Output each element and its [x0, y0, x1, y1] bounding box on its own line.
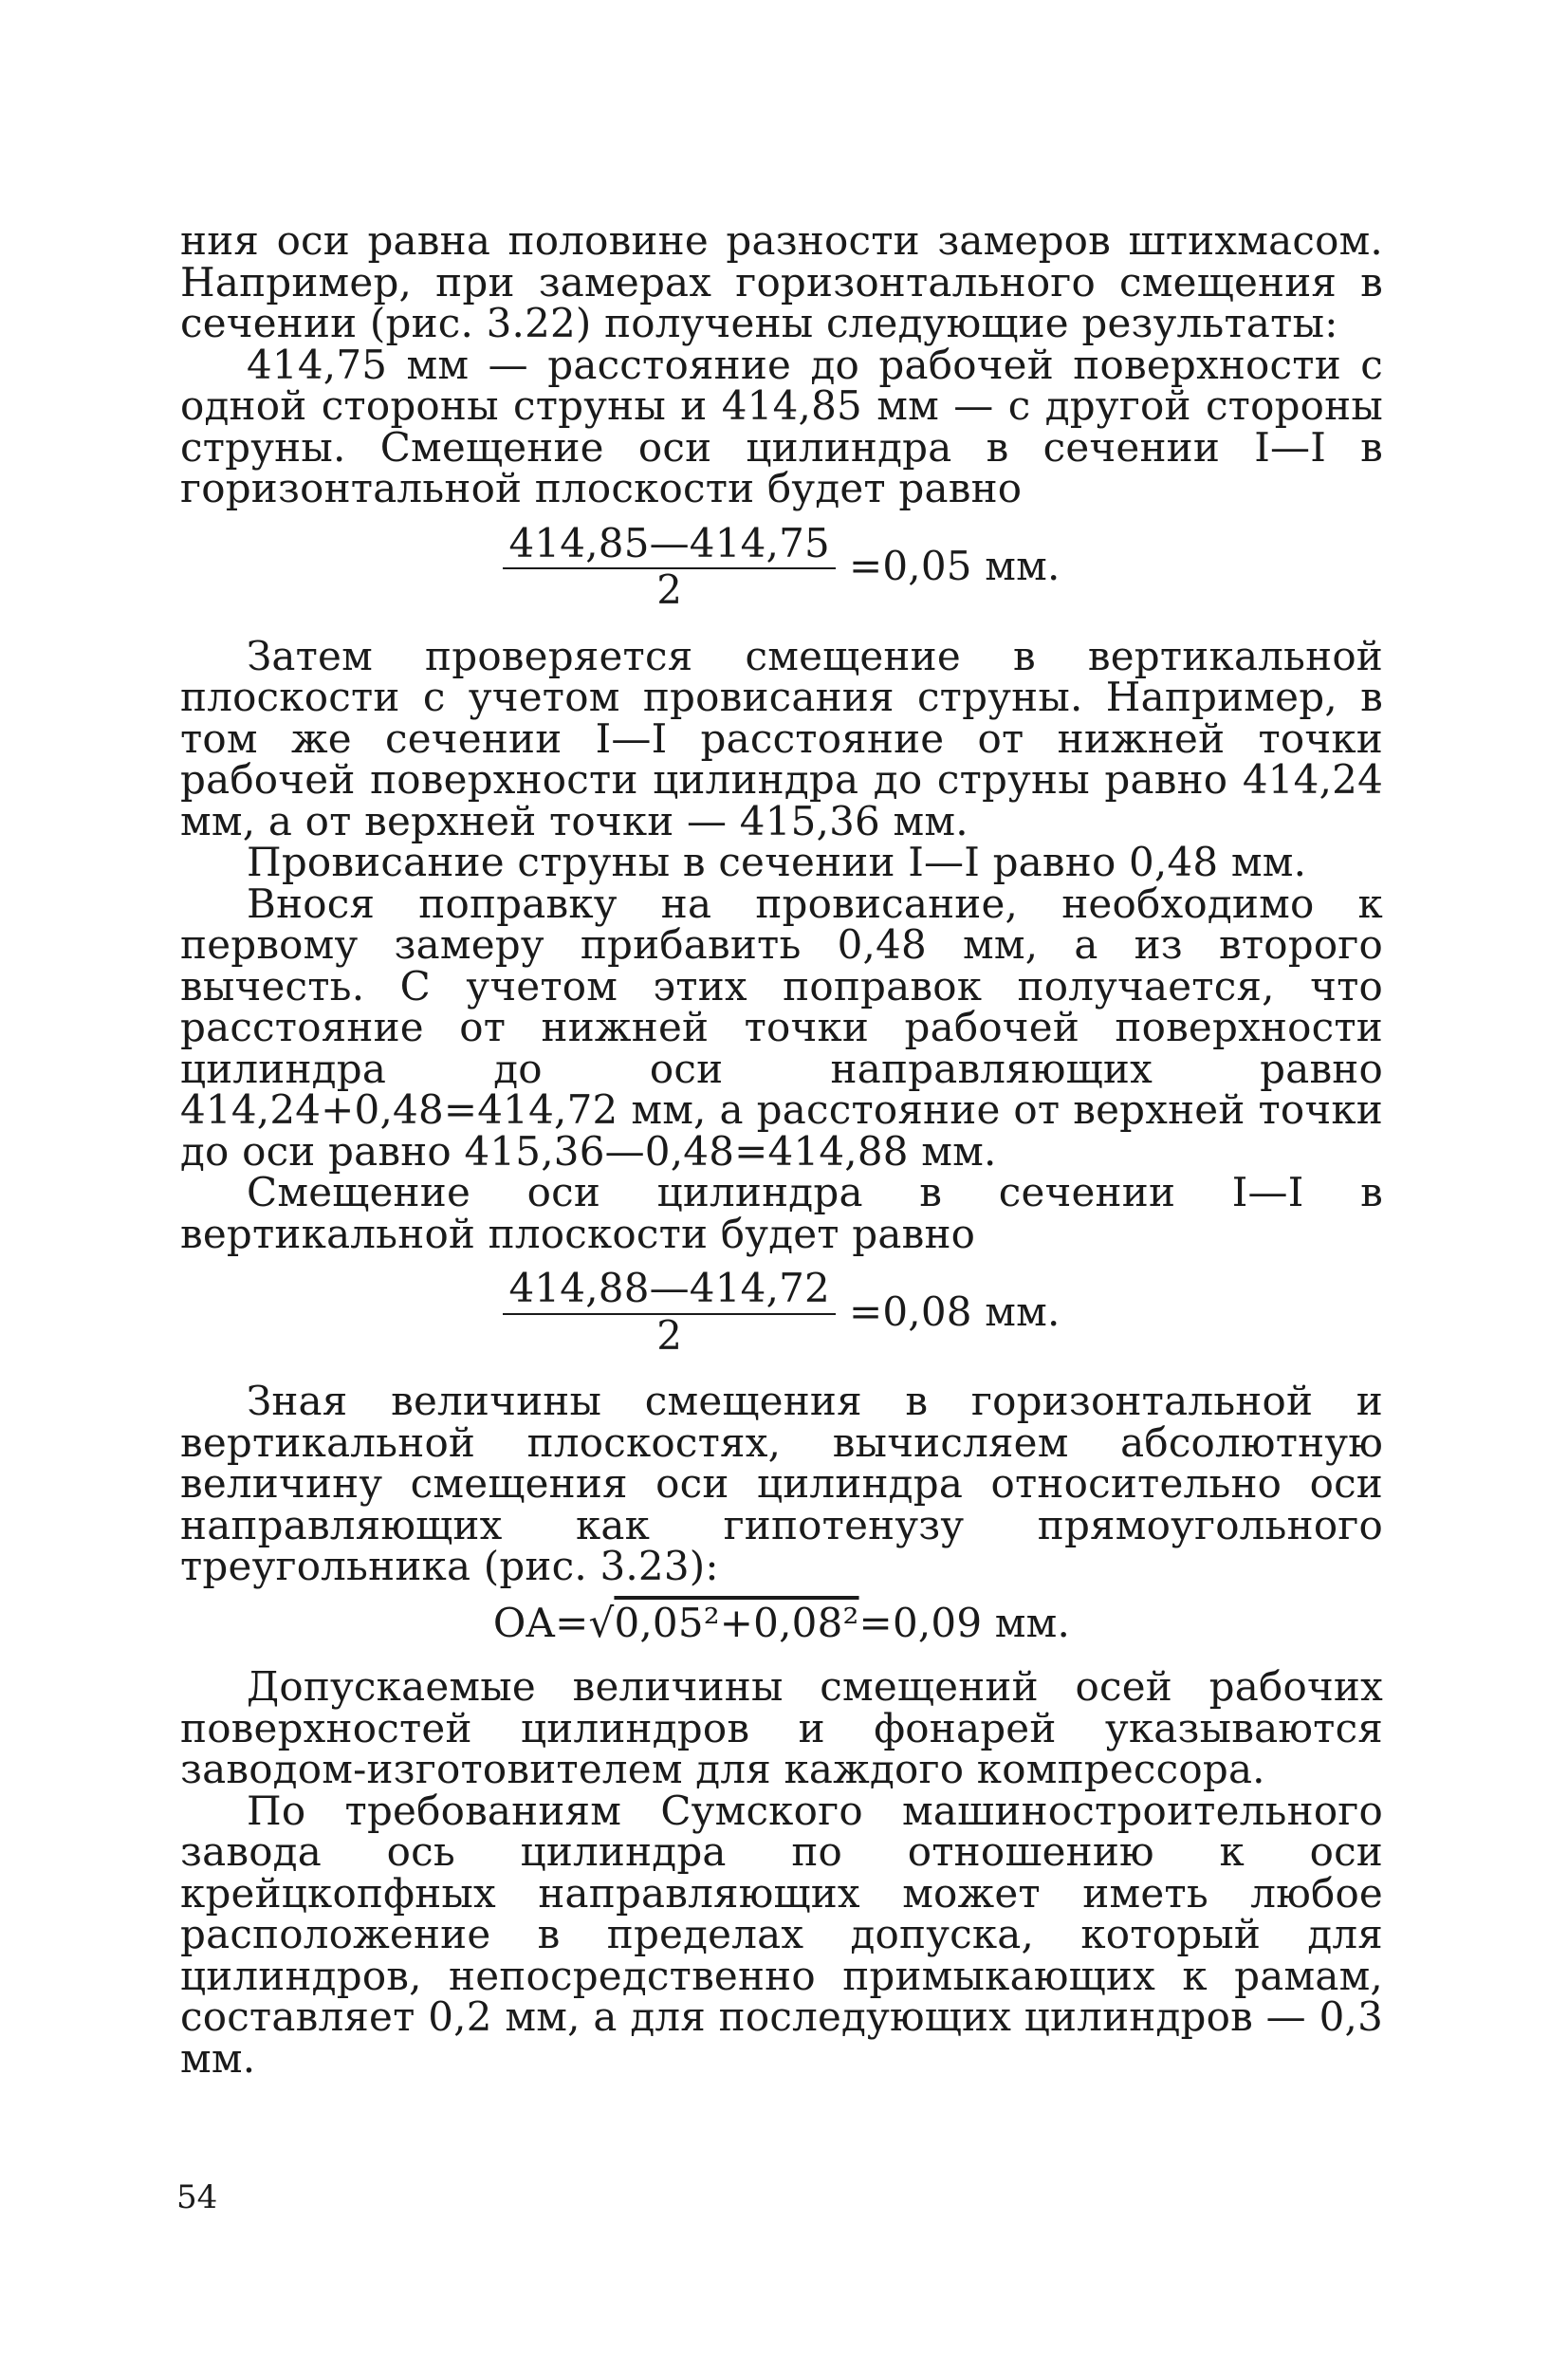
paragraph-1: ния оси равна половине разности замеров штихмасом. Например, при замерах горизонтального смещения в сечении (рис. 3.22) получены следующие результаты:: [180, 217, 1383, 346]
paragraph-2: 414,75 мм — расстояние до рабочей поверхности с одной стороны струны и 414,85 мм — с другой стороны струны. Смещение оси цилиндра в сечении I—I в горизонтальной плоскости будет равно: [180, 341, 1383, 511]
formula-result: =0,09 мм.: [858, 1599, 1071, 1646]
fraction-denominator: 2: [656, 566, 683, 613]
page-number: 54: [176, 2178, 218, 2216]
fraction: [503, 1265, 836, 1359]
paragraph-6: Смещение оси цилиндра в сечении I—I в вертикальной плоскости будет равно: [180, 1169, 1383, 1257]
formula-result: =0,05 мм.: [848, 543, 1061, 590]
paragraph-4: Провисание струны в сечении I—I равно 0,48 мм.: [247, 839, 1307, 885]
radical-sign: √: [588, 1599, 615, 1646]
radicand: 0,05²+0,08²: [614, 1599, 859, 1646]
fraction-denominator: 2: [656, 1311, 683, 1359]
fraction-numerator: 414,85—414,75: [503, 523, 836, 570]
formula-result: =0,08 мм.: [848, 1288, 1061, 1335]
paragraph-5: Внося поправку на провисание, необходимо к первому замеру прибавить 0,48 мм, а из второго вычесть. С учетом этих поправок получается, что расстояние от нижней точки рабочей поверхности цилиндра до оси направляющих равно 414,24+0,48=414,72 мм, а расстояние от верхней точки до оси равно 415,36—0,48=414,88 мм.: [180, 880, 1383, 1175]
fraction: [503, 519, 836, 613]
page-body: [180, 217, 1383, 2082]
fraction-numerator: 414,88—414,72: [503, 1268, 836, 1315]
formula-left: OA=: [492, 1599, 589, 1646]
paragraph-7: Зная величины смещения в горизонтальной и вертикальной плоскостях, вычисляем абсолютную величину смещения оси цилиндра относительно оси направляющих как гипотенузу прямоугольного треугольника (рис. 3.23):: [180, 1378, 1383, 1589]
formula-vertical-offset: [180, 1265, 1383, 1359]
formula-horizontal-offset: [180, 519, 1383, 613]
paragraph-8: Допускаемые величины смещений осей рабочих поверхностей цилиндров и фонарей указываются заводом-изготовителем для каждого компрессора.: [180, 1663, 1383, 1792]
formula-absolute-offset: [180, 1599, 1383, 1646]
paragraph-9: По требованиям Сумского машиностроительного завода ось цилиндра по отношению к оси крейцкопфных направляющих может иметь любое расположение в пределах допуска, который для цилиндров, непосредственно примыкающих к рамам, составляет 0,2 мм, а для последующих цилиндров — 0,3 мм.: [180, 1787, 1383, 2082]
paragraph-3: Затем проверяется смещение в вертикальной плоскости с учетом провисания струны. Например, в том же сечении I—I расстояние от нижней точки рабочей поверхности цилиндра до струны равно 414,24 мм, а от верхней точки — 415,36 мм.: [180, 632, 1383, 844]
